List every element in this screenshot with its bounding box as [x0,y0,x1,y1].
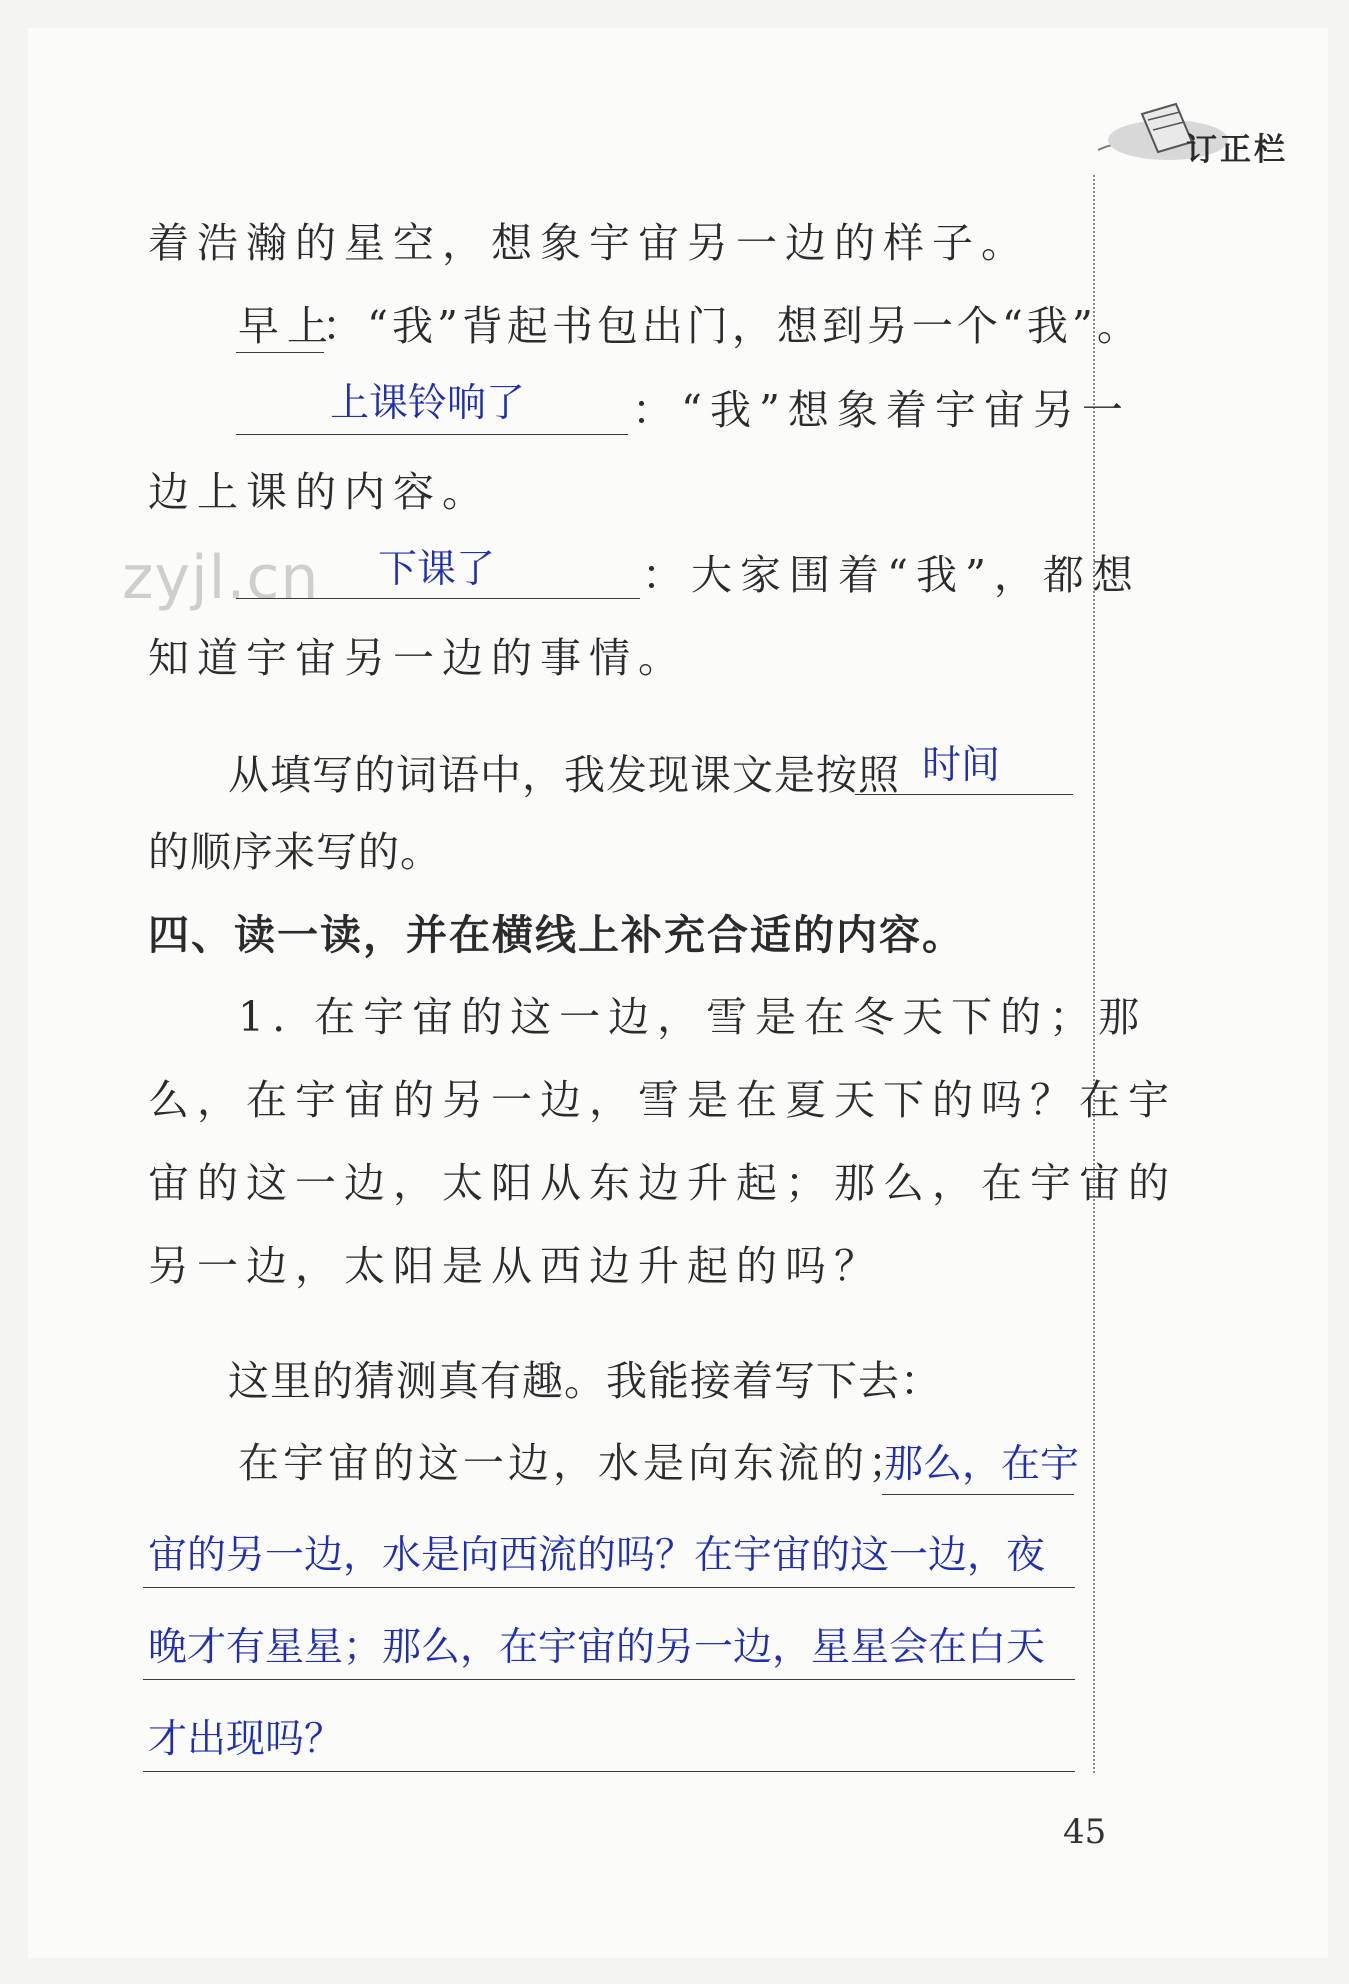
answer-text: 晚才有星星；那么，在宇宙的另一边，星星会在白天 [148,1625,1046,1670]
answer-blank-2: 下课了 [378,547,496,592]
underline [236,352,324,353]
text-line: ：“我”想象着宇宙另一 [632,386,1131,434]
answer-text: 宙的另一边，水是向西流的吗？在宇宙的这一边，夜 [148,1533,1046,1578]
text-line: ：“我”背起书包出门，想到另一个“我”。 [322,302,1142,350]
answer-line [143,1771,1075,1772]
answer-line [236,598,640,599]
text-line: 1. 在宇宙的这一边，雪是在冬天下的；那 [238,993,1148,1041]
text-line: ：大家围着“我”，都想 [642,551,1141,599]
answer-blank-1: 上课铃响了 [330,381,526,426]
section-heading: 四、读一读，并在横线上补充合适的内容。 [148,911,965,959]
watermark: zyjl.cn [122,543,320,613]
correction-column-label: 订正栏 [1186,132,1288,168]
answer-line [143,1679,1075,1680]
text-line: 从填写的词语中，我发现课文是按照 [228,751,900,799]
answer-blank-3: 时间 [922,743,1001,788]
text-line: 早上 [238,302,336,350]
text-line: 知道宇宙另一边的事情。 [148,634,687,682]
text-line: 么，在宇宙的另一边，雪是在夏天下的吗？在宇 [148,1076,1177,1124]
text-line: 另一边，太阳是从西边升起的吗？ [148,1242,883,1290]
answer-line [236,434,628,435]
answer-text: 那么，在宇 [884,1442,1080,1487]
answer-line [882,1494,1074,1495]
text-line: 的顺序来写的。 [148,828,442,876]
text-line: 宙的这一边，太阳从东边升起；那么，在宇宙的 [148,1159,1177,1207]
answer-line [855,794,1073,795]
page-number: 45 [1063,1812,1107,1852]
answer-text: 才出现吗？ [148,1717,344,1762]
answer-line [143,1587,1075,1588]
text-line: 着浩瀚的星空，想象宇宙另一边的样子。 [148,219,1030,267]
text-line: 在宇宙的这一边，水是向东流的； [238,1439,913,1487]
text-line: 这里的猜测真有趣。我能接着写下去： [228,1357,942,1405]
text-line: 边上课的内容。 [148,468,491,516]
